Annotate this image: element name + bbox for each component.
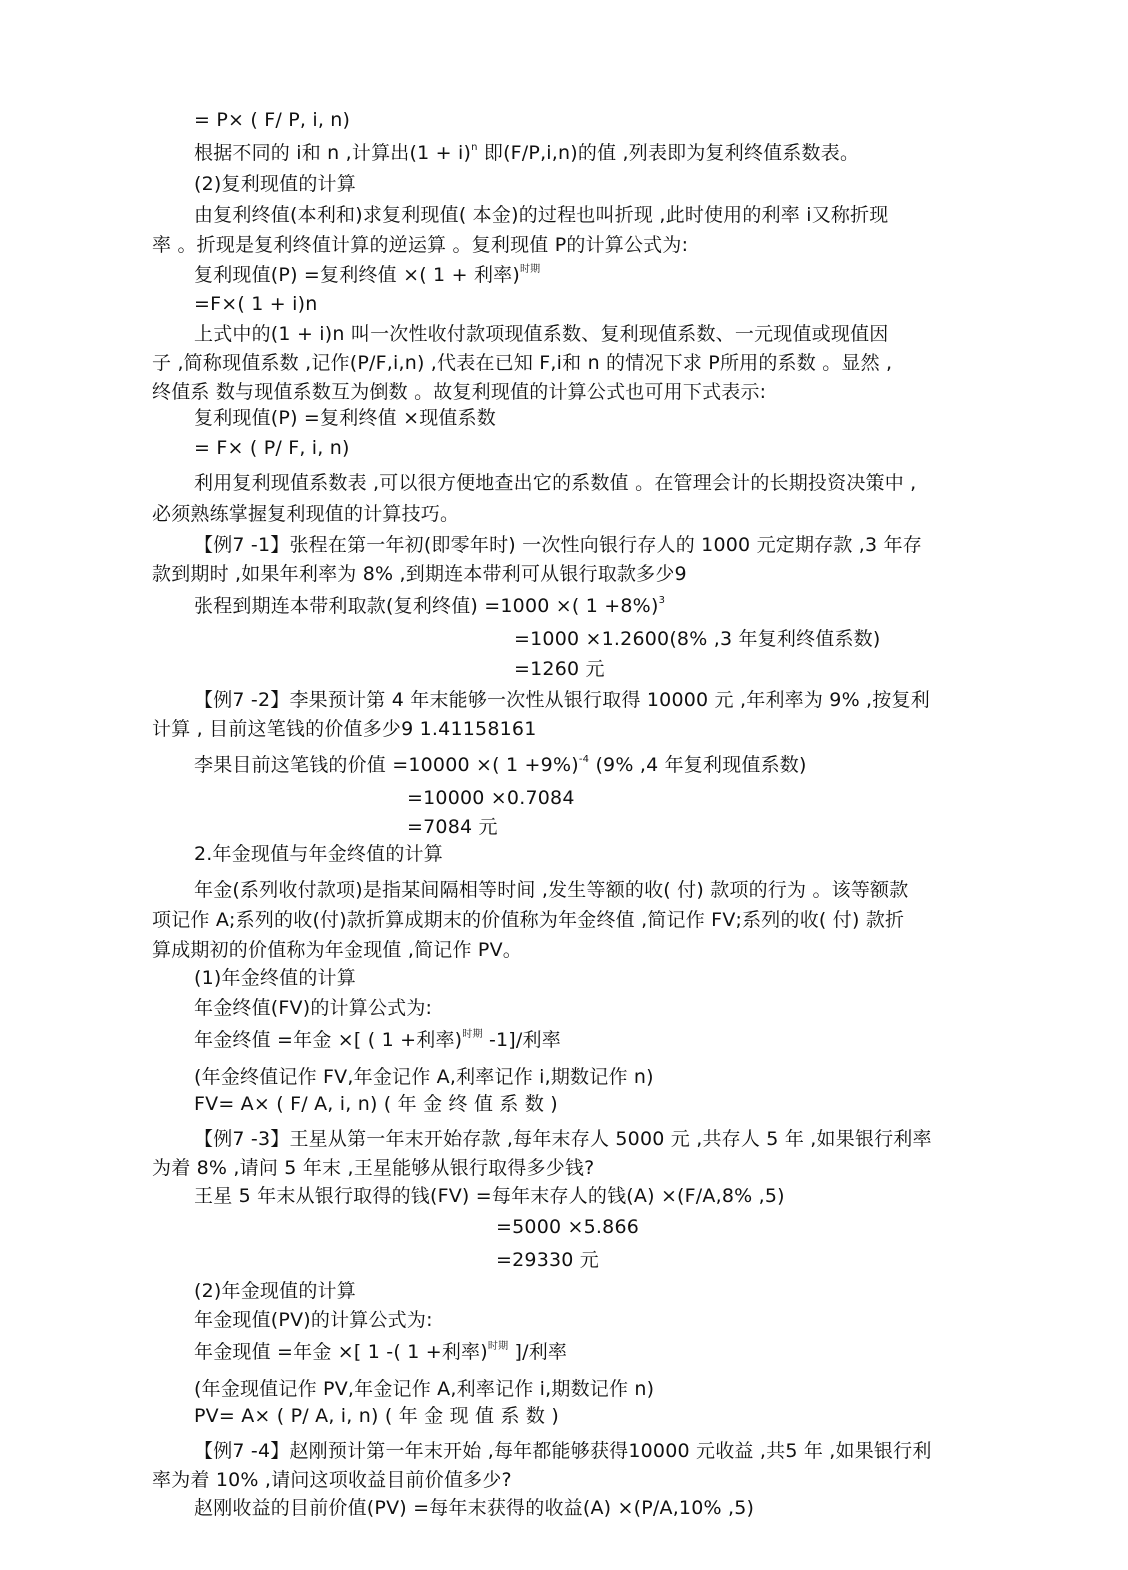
formula-result: =7084 元	[407, 816, 498, 838]
formula-line: 李果目前这笔钱的价值 =10000 ×( 1 +9%)$^{-4}$ (9% ,4 年复利现值系数)	[194, 754, 807, 776]
formula-fp: = P× ( F/ P, i, n)	[194, 109, 351, 131]
text-line: 率 。折现是复利终值计算的逆运算 。复利现值 P的计算公式为:	[152, 234, 689, 256]
formula-line: 复利现值(P) =复利终值 ×现值系数	[194, 407, 497, 429]
example-heading: 【例7 -2】李果预计第 4 年末能够一次性从银行取得 10000 元 ,年利率为 9% ,按复利	[194, 689, 930, 711]
formula-line: =F×( 1 + i)n	[194, 293, 318, 315]
formula-line: 年金终值 =年金 ×[ ( 1 +利率)$^{时期}$ -1]/利率	[194, 1029, 561, 1051]
formula-result: =29330 元	[496, 1249, 600, 1271]
formula-result: =1260 元	[514, 658, 605, 680]
text-line: 根据不同的 i和 n ,计算出$(1 + i)^n$ 即(F/P,i,n)的值 ,列表即为复利终值系数表。	[194, 142, 860, 164]
text-line: 利用复利现值系数表 ,可以很方便地查出它的系数值 。在管理会计的长期投资决策中 ,	[194, 472, 917, 494]
text-line: 终值系 数与现值系数互为倒数 。故复利现值的计算公式也可用下式表示:	[152, 381, 767, 403]
text-line: 年金(系列收付款项)是指某间隔相等时间 ,发生等额的收( 付) 款项的行为 。该等额款	[194, 879, 909, 901]
text-line: 必须熟练掌握复利现值的计算技巧。	[152, 503, 460, 525]
formula-line: =5000 ×5.866	[496, 1216, 640, 1238]
formula-line: 赵刚收益的目前价值(PV) =每年末获得的收益(A) ×(P/A,10% ,5)	[194, 1497, 755, 1519]
text-line: 项记作 A;系列的收(付)款折算成期末的价值称为年金终值 ,简记作 FV;系列的收( 付) 款折	[152, 909, 905, 931]
text-line: 算成期初的价值称为年金现值 ,简记作 PV。	[152, 939, 522, 961]
text-line: 率为着 10% ,请问这项收益目前价值多少?	[152, 1469, 512, 1491]
text-line: (年金终值记作 FV,年金记作 A,利率记作 i,期数记作 n)	[194, 1066, 654, 1088]
text-line: 年金现值(PV)的计算公式为:	[194, 1309, 433, 1331]
section-heading: (2)复利现值的计算	[194, 173, 356, 195]
section-heading: 2.年金现值与年金终值的计算	[194, 843, 443, 865]
text-line: 年金终值(FV)的计算公式为:	[194, 997, 433, 1019]
formula-line: 张程到期连本带利取款(复利终值) =1000 ×( 1 +8%)$^3$	[194, 595, 666, 617]
example-heading: 【例7 -1】张程在第一年初(即零年时) 一次性向银行存人的 1000 元定期存款 ,3 年存	[194, 534, 922, 556]
formula-line: PV= A× ( P/ A, i, n) ( 年 金 现 值 系 数 )	[194, 1405, 559, 1427]
formula-line: = F× ( P/ F, i, n)	[194, 437, 350, 459]
formula-line: FV= A× ( F/ A, i, n) ( 年 金 终 值 系 数 )	[194, 1093, 558, 1115]
text-line: 由复利终值(本利和)求复利现值( 本金)的过程也叫折现 ,此时使用的利率 i又称折现	[194, 204, 889, 226]
text-line: (年金现值记作 PV,年金记作 A,利率记作 i,期数记作 n)	[194, 1378, 655, 1400]
example-heading: 【例7 -3】王星从第一年末开始存款 ,每年末存人 5000 元 ,共存人 5 年 ,如果银行利率	[194, 1128, 932, 1150]
text-line: 上式中的(1 + i)n 叫一次性收付款项现值系数、复利现值系数、一元现值或现值因	[194, 323, 889, 345]
formula-line: 年金现值 =年金 ×[ 1 -( 1 +利率)$^{时期}$ ]/利率	[194, 1341, 568, 1363]
formula-line: 复利现值(P) =复利终值 ×( 1 + 利率)$^{时期}$	[194, 264, 541, 286]
text-line: 款到期时 ,如果年利率为 8% ,到期连本带利可从银行取款多少9	[152, 563, 687, 585]
formula-line: =1000 ×1.2600(8% ,3 年复利终值系数)	[514, 628, 881, 650]
example-heading: 【例7 -4】赵刚预计第一年末开始 ,每年都能够获得10000 元收益 ,共5 年 ,如果银行利	[194, 1440, 932, 1462]
section-heading: (1)年金终值的计算	[194, 967, 356, 989]
formula-line: =10000 ×0.7084	[407, 787, 575, 809]
text-line: 计算 , 目前这笔钱的价值多少9 1.41158161	[152, 718, 537, 740]
text-line: 为着 8% ,请问 5 年末 ,王星能够从银行取得多少钱?	[152, 1157, 595, 1179]
text-line: 子 ,简称现值系数 ,记作(P/F,i,n) ,代表在已知 F,i和 n 的情况下求 P所用的系数 。显然 ,	[152, 352, 893, 374]
formula-line: 王星 5 年末从银行取得的钱(FV) =每年末存人的钱(A) ×(F/A,8% ,5)	[194, 1185, 785, 1207]
section-heading: (2)年金现值的计算	[194, 1280, 356, 1302]
